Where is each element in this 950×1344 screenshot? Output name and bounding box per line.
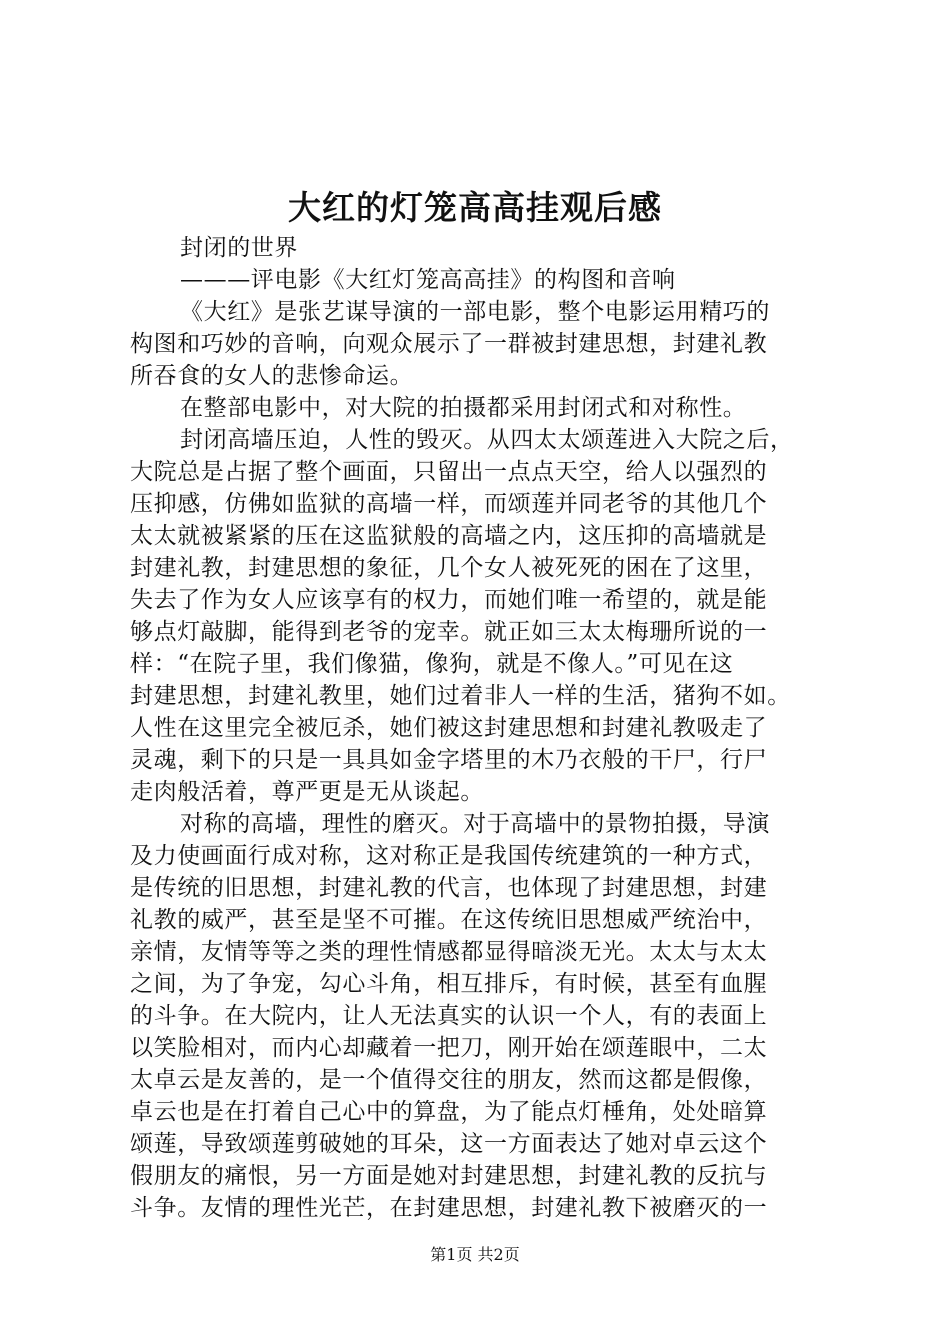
paragraph-line: 《大红》是张艺谋导演的一部电影，整个电影运用精巧的 <box>180 299 770 325</box>
paragraph-line: 及力使画面行成对称，这对称正是我国传统建筑的一种方式， <box>130 843 768 869</box>
paragraph-line: 样：“在院子里，我们像猫，像狗，就是不像人。”可见在这 <box>130 651 734 677</box>
paragraph-line: 斗争。友情的理性光芒，在封建思想，封建礼教下被磨灭的一 <box>130 1195 768 1221</box>
paragraph-line: 以笑脸相对，而内心却藏着一把刀，刚开始在颂莲眼中，二太 <box>130 1035 768 1061</box>
paragraph-line: 封建思想，封建礼教里，她们过着非人一样的生活，猪狗不如。 <box>130 683 791 709</box>
paragraph-line: 压抑感，仿佛如监狱的高墙一样，而颂莲并同老爷的其他几个 <box>130 491 768 517</box>
paragraph-line: 卓云也是在打着自己心中的算盘，为了能点灯棰角，处处暗算 <box>130 1099 768 1125</box>
subtitle-line: 封闭的世界 <box>180 235 298 261</box>
paragraph-line: 礼教的威严，甚至是坚不可摧。在这传统旧思想威严统治中， <box>130 907 768 933</box>
document-body <box>130 232 830 1224</box>
paragraph-line: 封闭高墙压迫，人性的毁灭。从四太太颂莲进入大院之后， <box>180 427 794 453</box>
paragraph-line: 之间，为了争宠，勾心斗角，相互排斥，有时候，甚至有血腥 <box>130 971 768 997</box>
paragraph-line: 太太就被紧紧的压在这监狱般的高墙之内，这压抑的高墙就是 <box>130 523 768 549</box>
paragraph-line: 走肉般活着，尊严更是无从谈起。 <box>130 779 484 805</box>
paragraph-line: 太卓云是友善的，是一个值得交往的朋友，然而这都是假像， <box>130 1067 768 1093</box>
paragraph-line: 构图和巧妙的音响，向观众展示了一群被封建思想，封建礼教 <box>130 331 768 357</box>
paragraph-line: 大院总是占据了整个画面，只留出一点点天空，给人以强烈的 <box>130 459 768 485</box>
paragraph-line: 颂莲，导致颂莲剪破她的耳朵，这一方面表达了她对卓云这个 <box>130 1131 768 1157</box>
page-footer: 第1页 共2页 <box>430 1245 520 1264</box>
paragraph-line: 的斗争。在大院内，让人无法真实的认识一个人，有的表面上 <box>130 1003 768 1029</box>
paragraph-line: 是传统的旧思想，封建礼教的代言，也体现了封建思想，封建 <box>130 875 768 901</box>
paragraph-line: 失去了作为女人应该享有的权力，而她们唯一希望的，就是能 <box>130 587 768 613</box>
paragraph-line: 够点灯敲脚，能得到老爷的宠幸。就正如三太太梅珊所说的一 <box>130 619 768 645</box>
paragraph-line: 对称的高墙，理性的磨灭。对于高墙中的景物拍摄，导演 <box>180 811 770 837</box>
paragraph-line: 假朋友的痛恨，另一方面是她对封建思想，封建礼教的反抗与 <box>130 1163 768 1189</box>
paragraph-line: 在整部电影中，对大院的拍摄都采用封闭式和对称性。 <box>180 395 747 421</box>
paragraph-line: 亲情，友情等等之类的理性情感都显得暗淡无光。太太与太太 <box>130 939 768 965</box>
paragraph-line: 人性在这里完全被厄杀，她们被这封建思想和封建礼教吸走了 <box>130 715 768 741</box>
subtitle-line: ———评电影《大红灯笼高高挂》的构图和音响 <box>180 267 676 293</box>
paragraph-line: 灵魂，剩下的只是一具具如金字塔里的木乃衣般的干尸，行尸 <box>130 747 768 773</box>
paragraph-line: 封建礼教，封建思想的象征，几个女人被死死的困在了这里， <box>130 555 768 581</box>
paragraph-line: 所吞食的女人的悲惨命运。 <box>130 363 414 389</box>
document-title: 大红的灯笼高高挂观后感 <box>288 188 662 227</box>
